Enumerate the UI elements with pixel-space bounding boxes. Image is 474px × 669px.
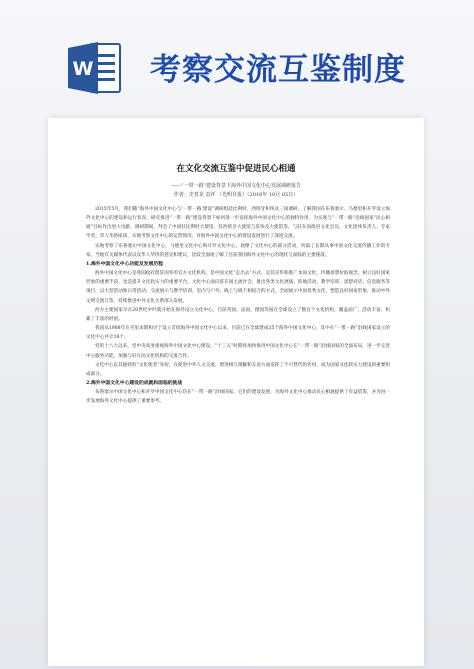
paragraph: 党的十八大以来，党中央高度重视海外中国文化中心建设，“十三五”时期将加快推进中国文化中心在“一带一路”沿线国家的全面布局，进一步完善中心服务功能，加强与驻在国文化机构的交流合作。 — [86, 344, 390, 359]
document-title: 在文化交流互鉴中促进民心相通 — [176, 164, 296, 174]
section-heading: 2.海外中国文化中心建设的成就和面临的挑战 — [86, 379, 183, 386]
paragraph: 实地考察了布鲁塞尔中国文化中心、马德里文化中心和开罗文化中心，观摩了文化中心的部分活动，听取了长期从事中国文化交流传播工作的专家、当地有关媒体代表以及华人华侨的意见和建议，比较全面地了解了目前我国海外文化中心的现状与面临的主要挑战。 — [86, 243, 390, 258]
paragraph: 2015年5月，我们随“海外中国文化中心与‘一带一路’建设”调研组赴比利时、西班牙和埃及三国调研，了解我国在布鲁塞尔、马德里和开罗设立海外文化中心的建设和运行状况，研究推进“一带一路”建设背景下如何进一步发挥海外中国文化中心的独特作用，为实现与“一带一路”沿线国家“民心相通”目标作出更大贡献。调研期间，拜会了中国驻比利时大使馆、驻西班牙大使馆与驻埃及大使馆等，与驻在国政府文化官员、文化团体负责人、专家学者、华人华侨座谈，实地考察文化中心的运营情况，对海外中国文化中心的建设发展进行了深度交流。 — [86, 207, 390, 240]
word-document-icon — [64, 36, 128, 100]
paragraph: 西方主要国家早在20世纪中叶就开始在海外设立文化中心，目前英国、法国、德国等国在全球设立了数百个文化机构，覆盖面广、活动丰富，积累了丰富的经验。 — [86, 307, 390, 322]
document-author: 作者：史育龙 袁祥 （光明日报）（2016年 10月 05日） — [173, 192, 299, 198]
paragraph: 海外中国文化中心是我国政府派驻国外的官方文化机构，是中国文化“走出去”方式、是其宣传和推广本国文化、传播思想价值观念、树立良好国家形象的重要手段，也是提升文化软实力的重要平台。文化中心面向驻在国主流社会，推出各类文化展演、阵地活动、教学培训、思想对话、信息服务等项目，以大型活动和日常活动、交流展示与教学培训、室内与户外、线上与线下相结合的方式，全面展示中国优秀文化，塑造良好国家形象，推动中外文明交流互鉴，持续推进中外文化关系深入发展。 — [86, 271, 390, 304]
document-page — [48, 118, 424, 666]
section-heading: 1.海外中国文化中心功能及发展历程 — [86, 260, 163, 267]
header-banner — [0, 0, 474, 110]
paragraph: 布鲁塞尔中国文化中心和开罗中国文化中心均在“一带一路”沿线国家，它们的建设发展，为海外文化中心推动民心相通提供了有益借鉴，并为进一步发展海外文化中心提供了重要参考。 — [86, 390, 390, 405]
document-subtitle: ——“一带一路”建设背景下海外中国文化中心发展调研报告 — [170, 183, 302, 189]
word-logo-letter: W — [72, 58, 94, 80]
document-body — [86, 205, 390, 406]
paragraph: 文化中心以其独特的“文化使者”身份，在促进中外人文交流、增进相互理解和友谊方面发挥了不可替代的作用，成为国家文化软实力建设的重要组成部分。 — [86, 362, 390, 377]
banner-title: 考察交流互鉴制度 — [150, 52, 406, 88]
paragraph: 我国从1988年在毛里求斯和贝宁设立首批海外中国文化中心以来，目前已在全球建成35个海外中国文化中心，其中在“一带一路”沿线国家设立的文化中心共计18个。 — [86, 326, 390, 341]
